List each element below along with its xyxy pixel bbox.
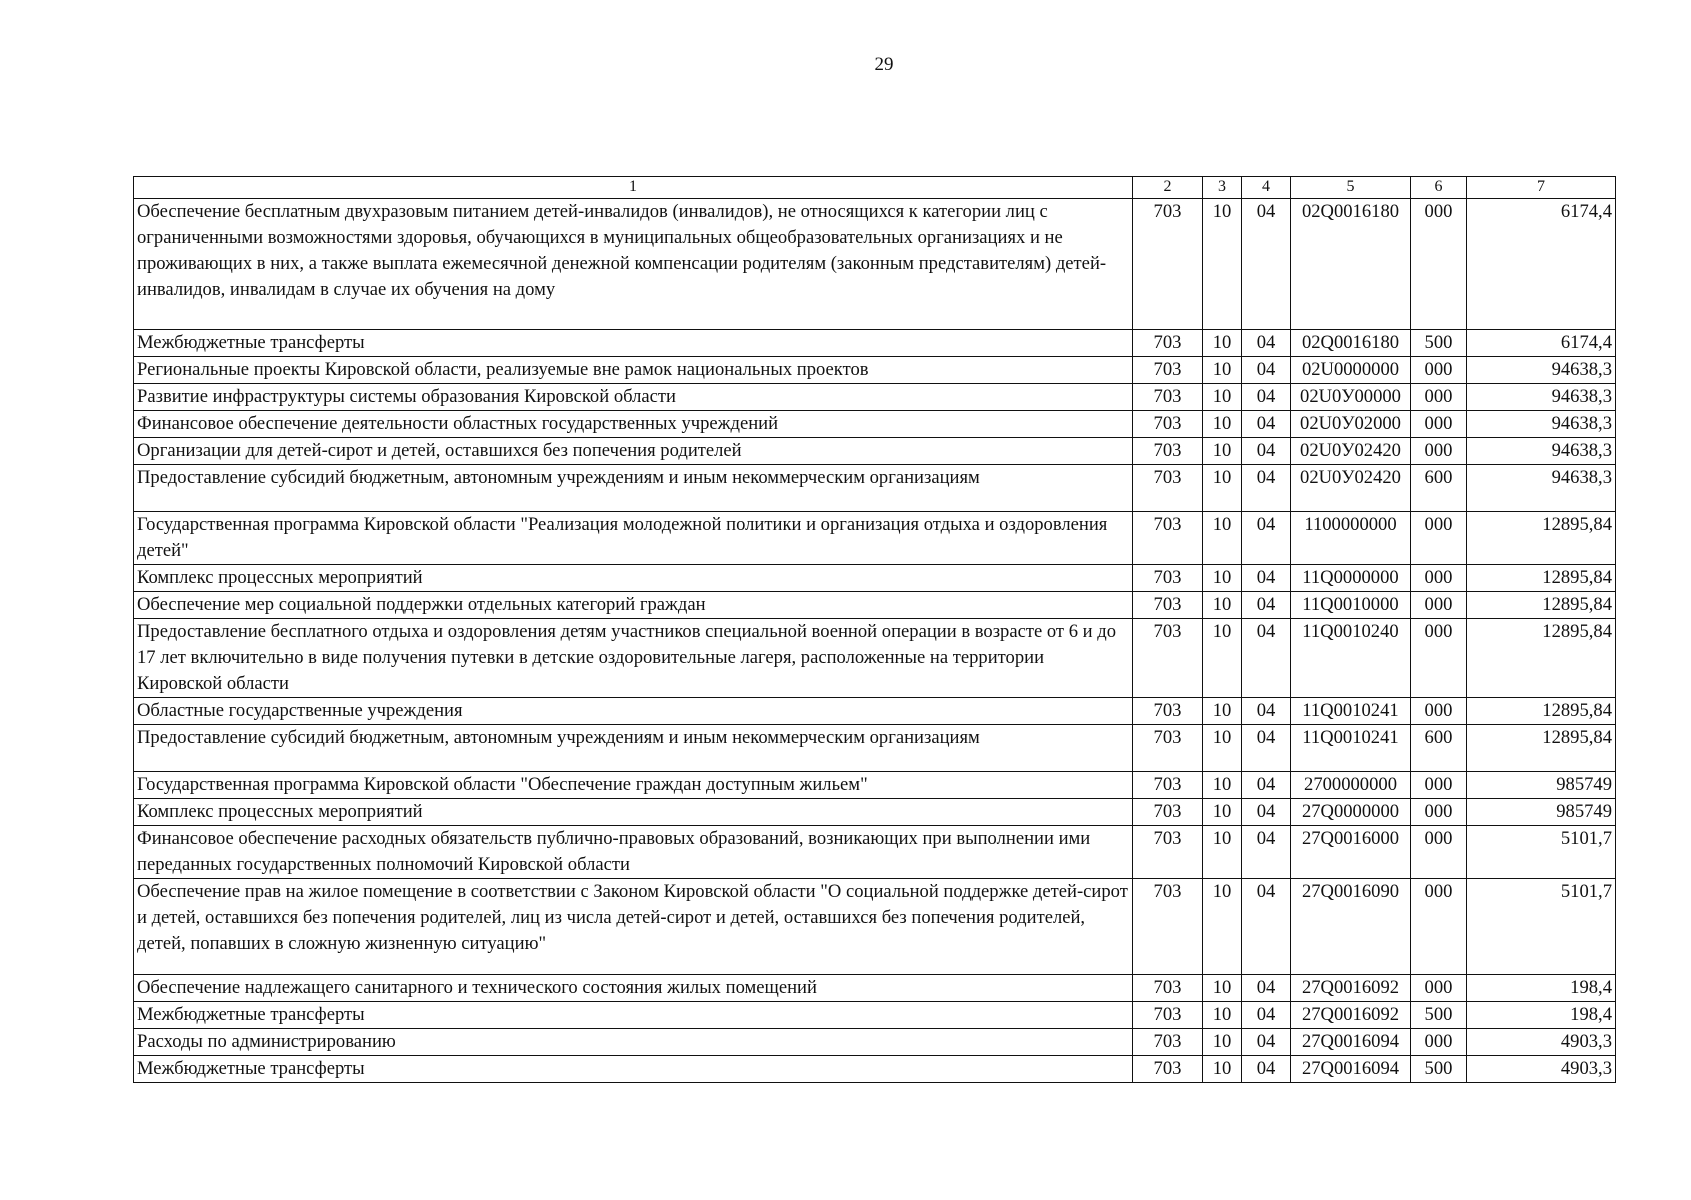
table-row — [134, 799, 1616, 826]
row-name: Комплекс процессных мероприятий — [134, 799, 1133, 826]
ministry-code: 703 — [1133, 465, 1203, 512]
subsection-code: 04 — [1242, 1056, 1291, 1083]
row-name: Финансовое обеспечение деятельности областных государственных учреждений — [134, 411, 1133, 438]
target-article-code: 27Q0016000 — [1291, 826, 1411, 879]
amount: 6174,4 — [1467, 199, 1616, 330]
row-name: Предоставление бесплатного отдыха и оздоровления детям участников специальной военной операции в возрасте от 6 и до 17 лет включительно в виде получения путевки в детские оздоровительные лагеря, расположенные на территории Кировской области — [134, 619, 1133, 698]
ministry-code: 703 — [1133, 592, 1203, 619]
amount: 94638,3 — [1467, 411, 1616, 438]
amount: 198,4 — [1467, 975, 1616, 1002]
table-row — [134, 619, 1616, 698]
subsection-code: 04 — [1242, 357, 1291, 384]
subsection-code: 04 — [1242, 799, 1291, 826]
target-article-code: 02U0У02420 — [1291, 465, 1411, 512]
section-code: 10 — [1203, 438, 1242, 465]
ministry-code: 703 — [1133, 384, 1203, 411]
row-name: Организации для детей-сирот и детей, оставшихся без попечения родителей — [134, 438, 1133, 465]
amount: 4903,3 — [1467, 1056, 1616, 1083]
subsection-code: 04 — [1242, 1002, 1291, 1029]
subsection-code: 04 — [1242, 725, 1291, 772]
table-row — [134, 512, 1616, 565]
ministry-code: 703 — [1133, 565, 1203, 592]
ministry-code: 703 — [1133, 411, 1203, 438]
amount: 94638,3 — [1467, 384, 1616, 411]
section-code: 10 — [1203, 357, 1242, 384]
amount: 5101,7 — [1467, 879, 1616, 975]
section-code: 10 — [1203, 1002, 1242, 1029]
amount: 12895,84 — [1467, 592, 1616, 619]
table-row — [134, 384, 1616, 411]
table-row — [134, 357, 1616, 384]
subsection-code: 04 — [1242, 826, 1291, 879]
subsection-code: 04 — [1242, 199, 1291, 330]
expense-type-code: 000 — [1411, 512, 1467, 565]
target-article-code: 1100000000 — [1291, 512, 1411, 565]
target-article-code: 02Q0016180 — [1291, 199, 1411, 330]
ministry-code: 703 — [1133, 1056, 1203, 1083]
column-header-2: 2 — [1133, 177, 1203, 199]
ministry-code: 703 — [1133, 619, 1203, 698]
amount: 12895,84 — [1467, 698, 1616, 725]
amount: 6174,4 — [1467, 330, 1616, 357]
subsection-code: 04 — [1242, 619, 1291, 698]
expense-type-code: 000 — [1411, 357, 1467, 384]
row-name: Обеспечение надлежащего санитарного и технического состояния жилых помещений — [134, 975, 1133, 1002]
table-row — [134, 975, 1616, 1002]
section-code: 10 — [1203, 619, 1242, 698]
subsection-code: 04 — [1242, 438, 1291, 465]
ministry-code: 703 — [1133, 1029, 1203, 1056]
expense-type-code: 500 — [1411, 1056, 1467, 1083]
table-row — [134, 438, 1616, 465]
target-article-code: 27Q0016092 — [1291, 1002, 1411, 1029]
target-article-code: 02U0У02000 — [1291, 411, 1411, 438]
table-row — [134, 1056, 1616, 1083]
section-code: 10 — [1203, 698, 1242, 725]
header-row — [134, 177, 1616, 199]
row-name: Государственная программа Кировской области "Реализация молодежной политики и организация отдыха и оздоровления детей" — [134, 512, 1133, 565]
section-code: 10 — [1203, 1056, 1242, 1083]
table-row — [134, 565, 1616, 592]
row-name: Обеспечение прав на жилое помещение в соответствии с Законом Кировской области "О социальной поддержке детей-сирот и детей, оставшихся без попечения родителей, лиц из числа детей-сирот и детей, оставшихся без попечения родителей, детей, попавших в сложную жизненную ситуацию" — [134, 879, 1133, 975]
expense-type-code: 500 — [1411, 1002, 1467, 1029]
table-row — [134, 411, 1616, 438]
row-name: Обеспечение мер социальной поддержки отдельных категорий граждан — [134, 592, 1133, 619]
row-name: Развитие инфраструктуры системы образования Кировской области — [134, 384, 1133, 411]
table-row — [134, 725, 1616, 772]
subsection-code: 04 — [1242, 384, 1291, 411]
target-article-code: 11Q0010000 — [1291, 592, 1411, 619]
table-row — [134, 330, 1616, 357]
expense-type-code: 000 — [1411, 384, 1467, 411]
subsection-code: 04 — [1242, 565, 1291, 592]
row-name: Обеспечение бесплатным двухразовым питанием детей-инвалидов (инвалидов), не относящихся к категории лиц с ограниченными возможностями здоровья, обучающихся в муниципальных общеобразовательных организациях и не проживающих в них, а также выплата ежемесячной денежной компенсации родителям (законным представителям) детей-инвалидов, инвалидам в случае их обучения на дому — [134, 199, 1133, 330]
target-article-code: 11Q0010241 — [1291, 698, 1411, 725]
section-code: 10 — [1203, 465, 1242, 512]
ministry-code: 703 — [1133, 199, 1203, 330]
amount: 94638,3 — [1467, 357, 1616, 384]
row-name: Финансовое обеспечение расходных обязательств публично-правовых образований, возникающих при выполнении ими переданных государственных полномочий Кировской области — [134, 826, 1133, 879]
table-row — [134, 879, 1616, 975]
subsection-code: 04 — [1242, 1029, 1291, 1056]
expense-type-code: 000 — [1411, 879, 1467, 975]
row-name: Межбюджетные трансферты — [134, 330, 1133, 357]
section-code: 10 — [1203, 592, 1242, 619]
target-article-code: 27Q0016094 — [1291, 1056, 1411, 1083]
expense-type-code: 000 — [1411, 772, 1467, 799]
amount: 12895,84 — [1467, 725, 1616, 772]
table-row — [134, 1002, 1616, 1029]
table-row — [134, 772, 1616, 799]
amount: 198,4 — [1467, 1002, 1616, 1029]
amount: 12895,84 — [1467, 619, 1616, 698]
subsection-code: 04 — [1242, 512, 1291, 565]
target-article-code: 27Q0016094 — [1291, 1029, 1411, 1056]
expense-type-code: 000 — [1411, 592, 1467, 619]
amount: 985749 — [1467, 799, 1616, 826]
ministry-code: 703 — [1133, 698, 1203, 725]
expense-type-code: 000 — [1411, 975, 1467, 1002]
ministry-code: 703 — [1133, 772, 1203, 799]
row-name: Предоставление субсидий бюджетным, автономным учреждениям и иным некоммерческим организациям — [134, 725, 1133, 772]
table-row — [134, 465, 1616, 512]
amount: 4903,3 — [1467, 1029, 1616, 1056]
row-name: Расходы по администрированию — [134, 1029, 1133, 1056]
ministry-code: 703 — [1133, 512, 1203, 565]
expense-type-code: 000 — [1411, 619, 1467, 698]
section-code: 10 — [1203, 512, 1242, 565]
table-row — [134, 199, 1616, 330]
row-name: Межбюджетные трансферты — [134, 1056, 1133, 1083]
table-row — [134, 826, 1616, 879]
expense-type-code: 500 — [1411, 330, 1467, 357]
ministry-code: 703 — [1133, 725, 1203, 772]
table-row — [134, 1029, 1616, 1056]
column-header-1: 1 — [134, 177, 1133, 199]
target-article-code: 02U0У02420 — [1291, 438, 1411, 465]
subsection-code: 04 — [1242, 411, 1291, 438]
table-row — [134, 698, 1616, 725]
target-article-code: 11Q0010241 — [1291, 725, 1411, 772]
expense-type-code: 000 — [1411, 565, 1467, 592]
section-code: 10 — [1203, 330, 1242, 357]
row-name: Комплекс процессных мероприятий — [134, 565, 1133, 592]
expense-type-code: 000 — [1411, 199, 1467, 330]
column-header-4: 4 — [1242, 177, 1291, 199]
target-article-code: 11Q0010240 — [1291, 619, 1411, 698]
section-code: 10 — [1203, 1029, 1242, 1056]
target-article-code: 11Q0000000 — [1291, 565, 1411, 592]
row-name: Региональные проекты Кировской области, реализуемые вне рамок национальных проектов — [134, 357, 1133, 384]
subsection-code: 04 — [1242, 465, 1291, 512]
section-code: 10 — [1203, 772, 1242, 799]
expense-type-code: 000 — [1411, 698, 1467, 725]
amount: 94638,3 — [1467, 438, 1616, 465]
row-name: Межбюджетные трансферты — [134, 1002, 1133, 1029]
expense-type-code: 000 — [1411, 411, 1467, 438]
ministry-code: 703 — [1133, 975, 1203, 1002]
section-code: 10 — [1203, 879, 1242, 975]
expense-type-code: 000 — [1411, 826, 1467, 879]
ministry-code: 703 — [1133, 357, 1203, 384]
section-code: 10 — [1203, 411, 1242, 438]
expense-type-code: 600 — [1411, 725, 1467, 772]
target-article-code: 2700000000 — [1291, 772, 1411, 799]
budget-table — [133, 176, 1616, 1083]
section-code: 10 — [1203, 199, 1242, 330]
subsection-code: 04 — [1242, 592, 1291, 619]
section-code: 10 — [1203, 565, 1242, 592]
target-article-code: 02U0000000 — [1291, 357, 1411, 384]
column-header-5: 5 — [1291, 177, 1411, 199]
ministry-code: 703 — [1133, 826, 1203, 879]
section-code: 10 — [1203, 799, 1242, 826]
expense-type-code: 000 — [1411, 1029, 1467, 1056]
expense-type-code: 000 — [1411, 438, 1467, 465]
expense-type-code: 000 — [1411, 799, 1467, 826]
section-code: 10 — [1203, 384, 1242, 411]
table-body — [134, 199, 1616, 1083]
ministry-code: 703 — [1133, 438, 1203, 465]
column-header-6: 6 — [1411, 177, 1467, 199]
ministry-code: 703 — [1133, 879, 1203, 975]
ministry-code: 703 — [1133, 799, 1203, 826]
target-article-code: 02Q0016180 — [1291, 330, 1411, 357]
table-row — [134, 592, 1616, 619]
section-code: 10 — [1203, 975, 1242, 1002]
target-article-code: 27Q0000000 — [1291, 799, 1411, 826]
subsection-code: 04 — [1242, 698, 1291, 725]
subsection-code: 04 — [1242, 975, 1291, 1002]
column-header-3: 3 — [1203, 177, 1242, 199]
page-number: 29 — [874, 54, 894, 75]
section-code: 10 — [1203, 725, 1242, 772]
subsection-code: 04 — [1242, 879, 1291, 975]
target-article-code: 27Q0016092 — [1291, 975, 1411, 1002]
amount: 12895,84 — [1467, 512, 1616, 565]
column-header-7: 7 — [1467, 177, 1616, 199]
ministry-code: 703 — [1133, 330, 1203, 357]
target-article-code: 02U0У00000 — [1291, 384, 1411, 411]
amount: 94638,3 — [1467, 465, 1616, 512]
ministry-code: 703 — [1133, 1002, 1203, 1029]
expense-type-code: 600 — [1411, 465, 1467, 512]
amount: 12895,84 — [1467, 565, 1616, 592]
amount: 5101,7 — [1467, 826, 1616, 879]
subsection-code: 04 — [1242, 772, 1291, 799]
amount: 985749 — [1467, 772, 1616, 799]
section-code: 10 — [1203, 826, 1242, 879]
row-name: Государственная программа Кировской области "Обеспечение граждан доступным жильем" — [134, 772, 1133, 799]
row-name: Предоставление субсидий бюджетным, автономным учреждениям и иным некоммерческим организациям — [134, 465, 1133, 512]
target-article-code: 27Q0016090 — [1291, 879, 1411, 975]
subsection-code: 04 — [1242, 330, 1291, 357]
row-name: Областные государственные учреждения — [134, 698, 1133, 725]
